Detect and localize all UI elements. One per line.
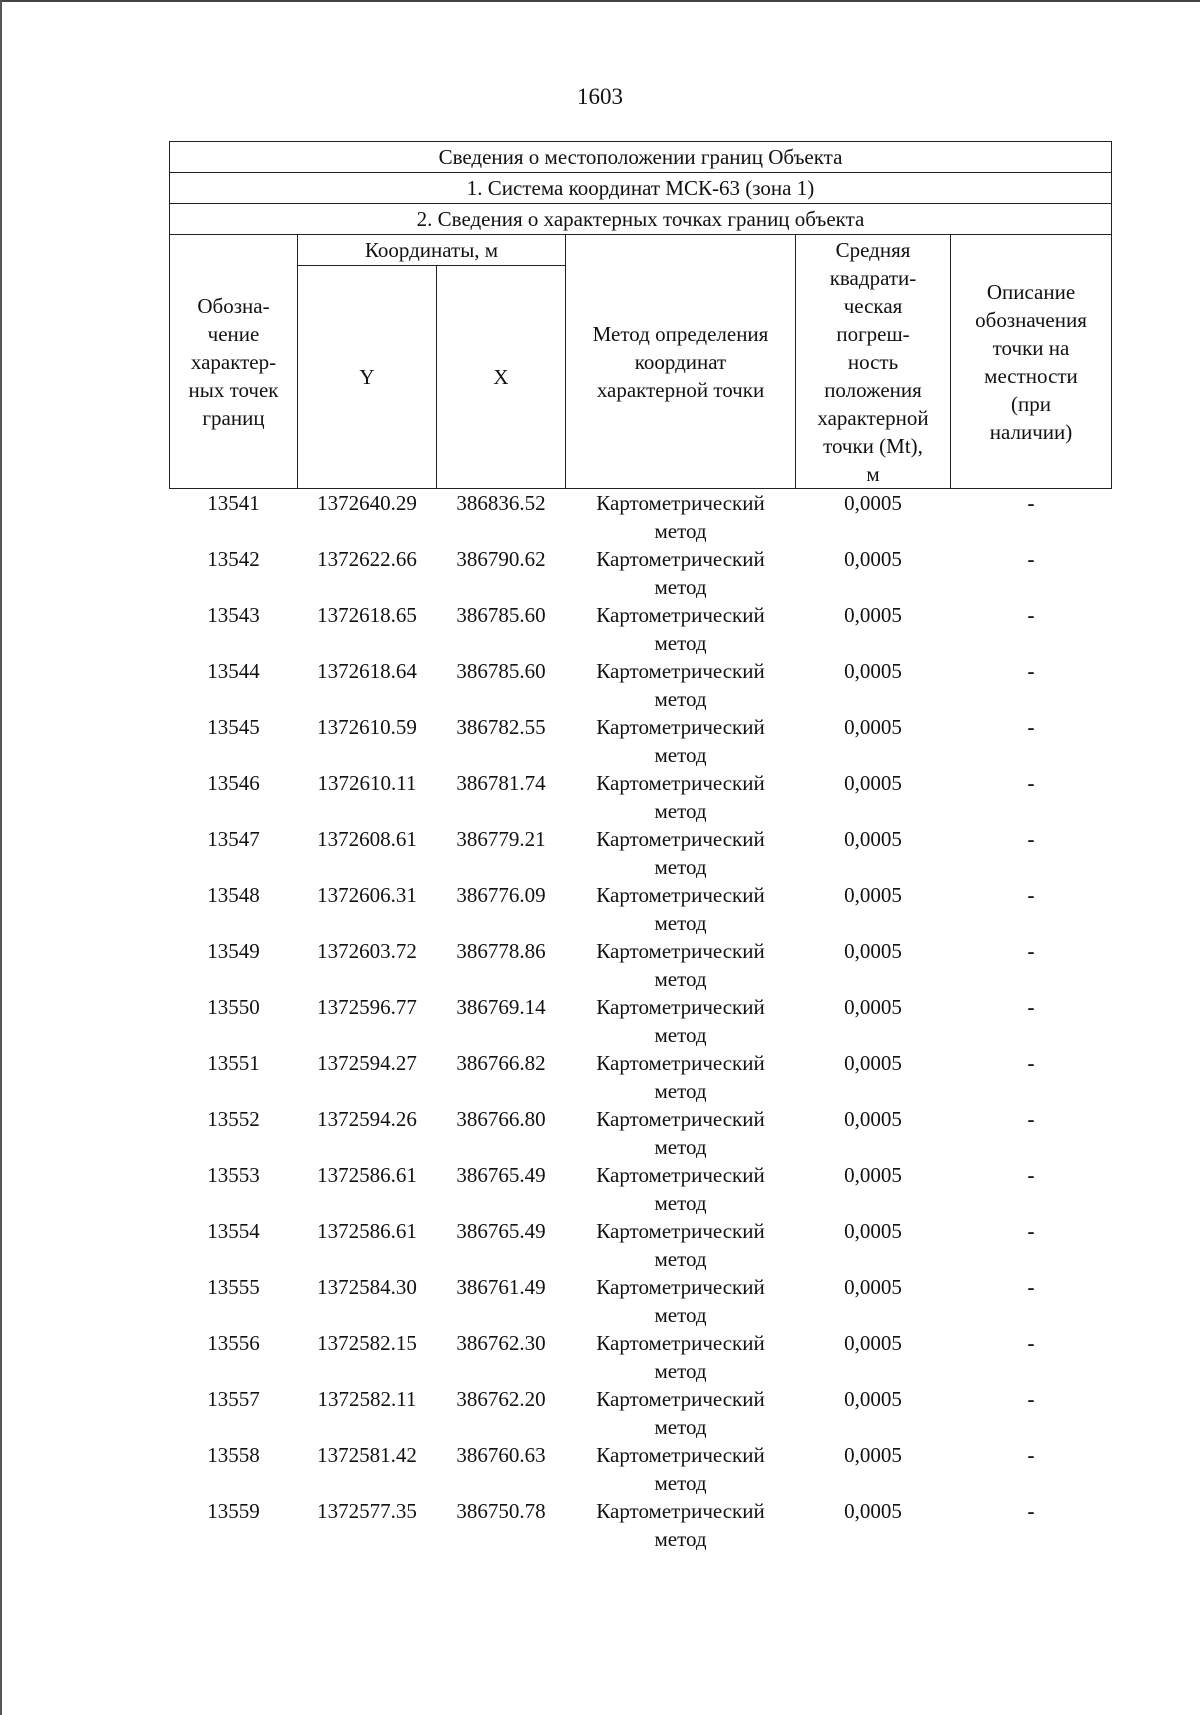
table-body	[170, 489, 1112, 1554]
table-row	[170, 1329, 1112, 1385]
method-cell	[566, 657, 796, 713]
x-cell: 386762.20	[456, 1387, 546, 1411]
y-cell: 1372586.61	[317, 1219, 417, 1243]
y-cell: 1372594.26	[317, 1107, 417, 1131]
col-x-header: X	[437, 266, 566, 489]
mt-cell: 0,0005	[844, 939, 902, 963]
x-cell: 386766.80	[456, 1107, 546, 1131]
y-cell: 1372618.64	[317, 659, 417, 683]
y-cell: 1372596.77	[317, 995, 417, 1019]
point-cell: 13553	[207, 1163, 260, 1187]
point-cell: 13543	[207, 603, 260, 627]
y-cell: 1372610.59	[317, 715, 417, 739]
table-row	[170, 993, 1112, 1049]
table-row	[170, 657, 1112, 713]
method-line-2: метод	[654, 1023, 707, 1047]
desc-cell: -	[1027, 547, 1035, 571]
mt-cell: 0,0005	[844, 603, 902, 627]
x-cell: 386769.14	[456, 995, 546, 1019]
desc-cell: -	[1027, 771, 1035, 795]
method-line-1: Картометрический	[596, 1331, 765, 1355]
method-line-2: метод	[654, 967, 707, 991]
y-cell: 1372577.35	[317, 1499, 417, 1523]
y-cell: 1372622.66	[317, 547, 417, 571]
method-line-2: метод	[654, 1191, 707, 1215]
mt-cell: 0,0005	[844, 1163, 902, 1187]
method-line-1: Картометрический	[596, 491, 765, 515]
mt-cell: 0,0005	[844, 659, 902, 683]
point-cell: 13552	[207, 1107, 260, 1131]
method-line-1: Картометрический	[596, 715, 765, 739]
method-line-2: метод	[654, 1415, 707, 1439]
method-cell	[566, 601, 796, 657]
x-cell: 386765.49	[456, 1219, 546, 1243]
y-cell: 1372582.15	[317, 1331, 417, 1355]
x-cell: 386766.82	[456, 1051, 546, 1075]
table-row	[170, 1217, 1112, 1273]
method-cell	[566, 993, 796, 1049]
method-line-1: Картометрический	[596, 1107, 765, 1131]
method-line-2: метод	[654, 855, 707, 879]
mt-cell: 0,0005	[844, 883, 902, 907]
point-cell: 13559	[207, 1499, 260, 1523]
point-cell: 13554	[207, 1219, 260, 1243]
point-cell: 13550	[207, 995, 260, 1019]
mt-cell: 0,0005	[844, 1331, 902, 1355]
table-row	[170, 1441, 1112, 1497]
mt-cell: 0,0005	[844, 1499, 902, 1523]
x-cell: 386776.09	[456, 883, 546, 907]
table-row	[170, 601, 1112, 657]
method-cell	[566, 1329, 796, 1385]
method-cell	[566, 1497, 796, 1553]
x-cell: 386836.52	[456, 491, 546, 515]
mt-cell: 0,0005	[844, 995, 902, 1019]
y-cell: 1372608.61	[317, 827, 417, 851]
point-cell: 13556	[207, 1331, 260, 1355]
method-line-1: Картометрический	[596, 883, 765, 907]
x-cell: 386760.63	[456, 1443, 546, 1467]
x-cell: 386790.62	[456, 547, 546, 571]
col-coords-header: Координаты, м	[298, 235, 566, 266]
point-cell: 13549	[207, 939, 260, 963]
method-line-2: метод	[654, 1527, 707, 1551]
x-cell: 386765.49	[456, 1163, 546, 1187]
point-cell: 13547	[207, 827, 260, 851]
method-line-2: метод	[654, 1471, 707, 1495]
method-line-1: Картометрический	[596, 771, 765, 795]
desc-cell: -	[1027, 1275, 1035, 1299]
mt-cell: 0,0005	[844, 547, 902, 571]
desc-cell: -	[1027, 1163, 1035, 1187]
point-cell: 13544	[207, 659, 260, 683]
method-line-2: метод	[654, 1303, 707, 1327]
method-line-1: Картометрический	[596, 939, 765, 963]
x-cell: 386781.74	[456, 771, 546, 795]
desc-cell: -	[1027, 659, 1035, 683]
coordinate-system: 1. Система координат МСК-63 (зона 1)	[170, 173, 1112, 204]
method-line-2: метод	[654, 743, 707, 767]
method-line-1: Картометрический	[596, 547, 765, 571]
method-cell	[566, 545, 796, 601]
col-point-header: Обозна- чение характер- ных точек границ	[170, 235, 298, 489]
mt-cell: 0,0005	[844, 1387, 902, 1411]
point-cell: 13546	[207, 771, 260, 795]
y-cell: 1372618.65	[317, 603, 417, 627]
method-line-1: Картометрический	[596, 1219, 765, 1243]
page-number: 1603	[577, 84, 623, 109]
point-cell: 13557	[207, 1387, 260, 1411]
table-row	[170, 489, 1112, 546]
method-line-2: метод	[654, 799, 707, 823]
desc-cell: -	[1027, 1107, 1035, 1131]
method-line-1: Картометрический	[596, 1275, 765, 1299]
method-line-2: метод	[654, 1247, 707, 1271]
desc-cell: -	[1027, 1331, 1035, 1355]
method-cell	[566, 1273, 796, 1329]
method-line-1: Картометрический	[596, 1443, 765, 1467]
table-row	[170, 825, 1112, 881]
table-title: Сведения о местоположении границ Объекта	[170, 142, 1112, 173]
method-line-1: Картометрический	[596, 1499, 765, 1523]
x-cell: 386779.21	[456, 827, 546, 851]
x-cell: 386750.78	[456, 1499, 546, 1523]
x-cell: 386778.86	[456, 939, 546, 963]
y-cell: 1372606.31	[317, 883, 417, 907]
point-cell: 13542	[207, 547, 260, 571]
method-cell	[566, 881, 796, 937]
y-cell: 1372582.11	[317, 1387, 417, 1411]
point-cell: 13545	[207, 715, 260, 739]
table-row	[170, 545, 1112, 601]
method-cell	[566, 937, 796, 993]
desc-cell: -	[1027, 1387, 1035, 1411]
x-cell: 386785.60	[456, 603, 546, 627]
method-cell	[566, 1441, 796, 1497]
table-row	[170, 881, 1112, 937]
method-line-2: метод	[654, 631, 707, 655]
method-cell	[566, 1161, 796, 1217]
boundary-points-table	[169, 141, 1112, 1553]
method-cell	[566, 769, 796, 825]
method-line-1: Картометрический	[596, 1051, 765, 1075]
x-cell: 386762.30	[456, 1331, 546, 1355]
desc-cell: -	[1027, 827, 1035, 851]
method-line-2: метод	[654, 911, 707, 935]
method-line-1: Картометрический	[596, 1387, 765, 1411]
y-cell: 1372603.72	[317, 939, 417, 963]
point-cell: 13541	[207, 491, 260, 515]
desc-cell: -	[1027, 491, 1035, 515]
method-cell	[566, 713, 796, 769]
table-row	[170, 1161, 1112, 1217]
mt-cell: 0,0005	[844, 771, 902, 795]
method-cell	[566, 489, 796, 546]
point-cell: 13555	[207, 1275, 260, 1299]
table-row	[170, 1385, 1112, 1441]
mt-cell: 0,0005	[844, 1443, 902, 1467]
scan-edge-left	[0, 0, 2, 1715]
col-method-header: Метод определения координат характерной точки	[566, 235, 796, 489]
scan-edge-top	[0, 0, 1200, 2]
y-cell: 1372640.29	[317, 491, 417, 515]
point-cell: 13548	[207, 883, 260, 907]
table-row	[170, 1497, 1112, 1553]
method-line-1: Картометрический	[596, 659, 765, 683]
mt-cell: 0,0005	[844, 715, 902, 739]
method-line-1: Картометрический	[596, 1163, 765, 1187]
method-cell	[566, 825, 796, 881]
point-cell: 13558	[207, 1443, 260, 1467]
desc-cell: -	[1027, 939, 1035, 963]
method-line-1: Картометрический	[596, 827, 765, 851]
method-line-2: метод	[654, 1135, 707, 1159]
desc-cell: -	[1027, 995, 1035, 1019]
desc-cell: -	[1027, 603, 1035, 627]
table-row	[170, 769, 1112, 825]
method-line-1: Картометрический	[596, 995, 765, 1019]
method-line-2: метод	[654, 687, 707, 711]
mt-cell: 0,0005	[844, 1107, 902, 1131]
method-line-2: метод	[654, 1359, 707, 1383]
desc-cell: -	[1027, 883, 1035, 907]
mt-cell: 0,0005	[844, 827, 902, 851]
x-cell: 386761.49	[456, 1275, 546, 1299]
table-row	[170, 713, 1112, 769]
method-cell	[566, 1217, 796, 1273]
method-line-2: метод	[654, 519, 707, 543]
table-row	[170, 1049, 1112, 1105]
point-cell: 13551	[207, 1051, 260, 1075]
method-line-1: Картометрический	[596, 603, 765, 627]
method-cell	[566, 1105, 796, 1161]
col-desc-header: Описание обозначения точки на местности (при наличии)	[951, 235, 1112, 489]
desc-cell: -	[1027, 1051, 1035, 1075]
x-cell: 386782.55	[456, 715, 546, 739]
y-cell: 1372610.11	[317, 771, 417, 795]
mt-cell: 0,0005	[844, 1051, 902, 1075]
mt-cell: 0,0005	[844, 1275, 902, 1299]
col-y-header: Y	[298, 266, 437, 489]
desc-cell: -	[1027, 715, 1035, 739]
section-title: 2. Сведения о характерных точках границ объекта	[170, 204, 1112, 235]
method-cell	[566, 1049, 796, 1105]
table-row	[170, 1105, 1112, 1161]
y-cell: 1372594.27	[317, 1051, 417, 1075]
desc-cell: -	[1027, 1219, 1035, 1243]
desc-cell: -	[1027, 1499, 1035, 1523]
method-cell	[566, 1385, 796, 1441]
table-header	[170, 142, 1112, 489]
method-line-2: метод	[654, 1079, 707, 1103]
col-mt-header: Средняя квадрати- ческая погреш- ность положения характерной точки (Mt), м	[796, 235, 951, 489]
y-cell: 1372586.61	[317, 1163, 417, 1187]
mt-cell: 0,0005	[844, 1219, 902, 1243]
mt-cell: 0,0005	[844, 491, 902, 515]
y-cell: 1372584.30	[317, 1275, 417, 1299]
table-row	[170, 1273, 1112, 1329]
y-cell: 1372581.42	[317, 1443, 417, 1467]
table-row	[170, 937, 1112, 993]
method-line-2: метод	[654, 575, 707, 599]
x-cell: 386785.60	[456, 659, 546, 683]
desc-cell: -	[1027, 1443, 1035, 1467]
